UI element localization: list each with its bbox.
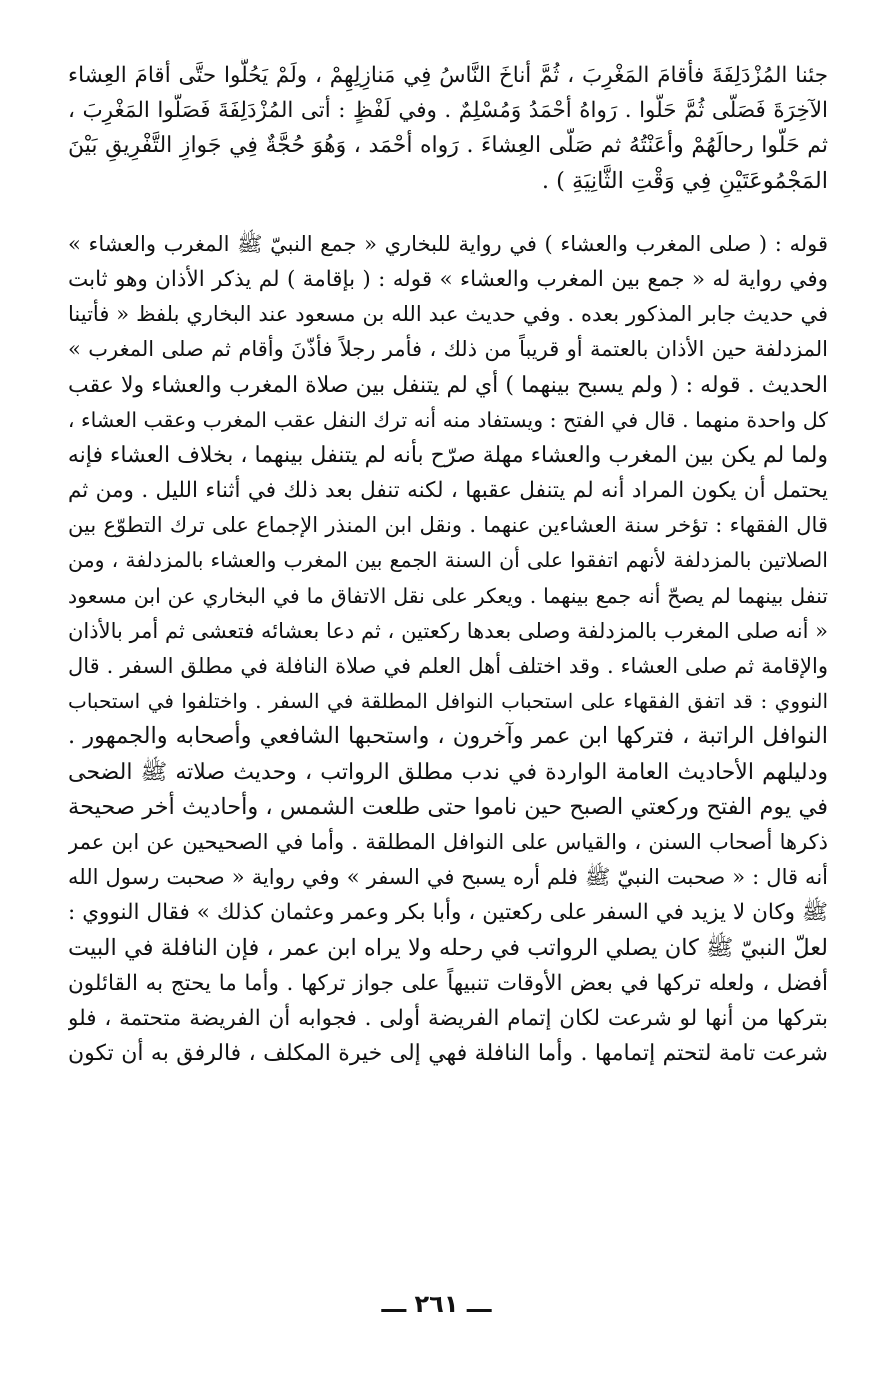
body-line: الحديث . قوله : ( ولم يسبح بينهما ) أي لم يتنفل بين صلاة المغرب والعشاء ولا عقب <box>68 372 828 398</box>
page-text <box>68 58 828 1071</box>
body-line: قوله : ( صلى المغرب والعشاء ) في رواية للبخاري « جمع النبيّ ﷺ المغرب والعشاء » <box>68 231 828 256</box>
body-line: يحتمل أن يكون المراد أنه لم يتنفل عقبها ، لكنه تنفل بعد ذلك في أثناء الليل . ومن ثم <box>68 478 828 504</box>
body-line: شرعت تامة لتحتم إتمامها . وأما النافلة فهي إلى خيرة المكلف ، فالرفق به أن تكون <box>68 1041 828 1067</box>
hadith-text-block <box>68 58 828 199</box>
text-line: ثم حَلُّوا رحالَهُمْ وأعَنْتُهُ ثم صَلَّى العِشاءَ . رَواه أحْمَد ، وَهُوَ حُجَّةٌ فِي جَوازِ التَّفْرِيقِ بَيْنَ <box>68 133 828 159</box>
body-line: ذكرها أصحاب السنن ، والقياس على النوافل المطلقة . وأما في الصحيحين عن ابن عمر <box>68 829 828 854</box>
commentary-text-block <box>68 227 828 1072</box>
body-line: لعلّ النبيّ ﷺ كان يصلي الرواتب في رحله ولا يراه ابن عمر ، فإن النافلة في البيت <box>68 934 828 961</box>
page-number: ـــ ٢٦١ ـــ <box>381 1290 492 1318</box>
body-line: الصلاتين بالمزدلفة لأنهم اتفقوا على أن السنة الجمع بين المغرب والعشاء بالمزدلفة ، ومن <box>68 548 828 573</box>
body-line: كل واحدة منهما . قال في الفتح : ويستفاد منه أنه ترك النفل عقب المغرب وعقب العشاء ، <box>68 407 828 432</box>
body-line: ودليلهم الأحاديث العامة الواردة في ندب مطلق الرواتب ، وحديث صلاته ﷺ الضحى <box>68 759 828 785</box>
paragraph-gap <box>68 199 828 227</box>
body-line: تنفل بينهما لم يصحّ أنه جمع بينهما . ويعكر على نقل الاتفاق ما في البخاري عن ابن مسعود <box>68 583 828 608</box>
body-line: في حديث جابر المذكور بعده . وفي حديث عبد الله بن مسعود عند البخاري بلفظ « فأتينا <box>68 302 828 327</box>
text-line: المَجْمُوعَتَيْنِ فِي وَقْتِ الثَّانِيَةِ ) . <box>541 167 828 194</box>
body-line: النوافل الراتبة ، فتركها ابن عمر وآخرون ، واستحبها الشافعي وأصحابه والجمهور . <box>68 723 828 750</box>
text-line: جئنا المُزْدَلِفَةَ فأقامَ المَغْرِبَ ، ثُمَّ أناخَ النَّاسُ فِي مَنازِلِهِمْ ، ولَمْ يَحُلُّوا حتَّى أقامَ العِشاء <box>68 63 828 88</box>
body-line: « أنه صلى المغرب بالمزدلفة وصلى بعدها ركعتين ، ثم دعا بعشائه فتعشى ثم أمر بالأذان <box>68 618 828 643</box>
body-line: المزدلفة حين الأذان بالعتمة أو قريباً من ذلك ، فأمر رجلاً فأذّنَ وأقام ثم صلى المغرب » <box>68 337 828 362</box>
text-line: الآخِرَةَ فَصَلَّى ثُمَّ حَلُّوا . رَواهُ أحْمَدُ وَمُسْلِمٌ . وفي لَفْظٍ : أتى المُزْدَلِفَةَ فَصَلَّوا المَغْرِبَ ، <box>68 98 828 124</box>
body-line: قال الفقهاء : تؤخر سنة العشاءين عنهما . ونقل ابن المنذر الإجماع على ترك التطوّع بين <box>68 513 828 538</box>
body-line: ولما لم يكن بين المغرب والعشاء مهلة صرّح بأنه لم يتنفل بينهما ، بخلاف العشاء فإنه <box>68 442 828 468</box>
body-line: في يوم الفتح وركعتي الصبح حين ناموا حتى طلعت الشمس ، وأحاديث أخر صحيحة <box>68 793 828 820</box>
body-line: النووي : قد اتفق الفقهاء على استحباب النوافل المطلقة في السفر . واختلفوا في استحباب <box>68 689 828 714</box>
body-line: بتركها من أنها لو شرعت لكان إتمام الفريضة أولى . فجوابه أن الفريضة متحتمة ، فلو <box>68 1005 828 1031</box>
body-line: والإقامة ثم صلى العشاء . وقد اختلف أهل العلم في صلاة النافلة في مطلق السفر . قال <box>68 654 828 678</box>
body-line: ﷺ وكان لا يزيد في السفر على ركعتين ، وأبا بكر وعمر وعثمان كذلك » فقال النووي : <box>68 900 828 926</box>
body-line: أنه قال : « صحبت النبيّ ﷺ فلم أره يسبح في السفر » وفي رواية « صحبت رسول الله <box>68 865 828 890</box>
body-line: وفي رواية له « جمع بين المغرب والعشاء » قوله : ( بإقامة ) لم يذكر الأذان وهو ثابت <box>68 266 828 292</box>
body-line: أفضل ، ولعله تركها في بعض الأوقات تنبيهاً على جواز تركها . وأما ما يحتج به القائلون <box>68 970 828 996</box>
